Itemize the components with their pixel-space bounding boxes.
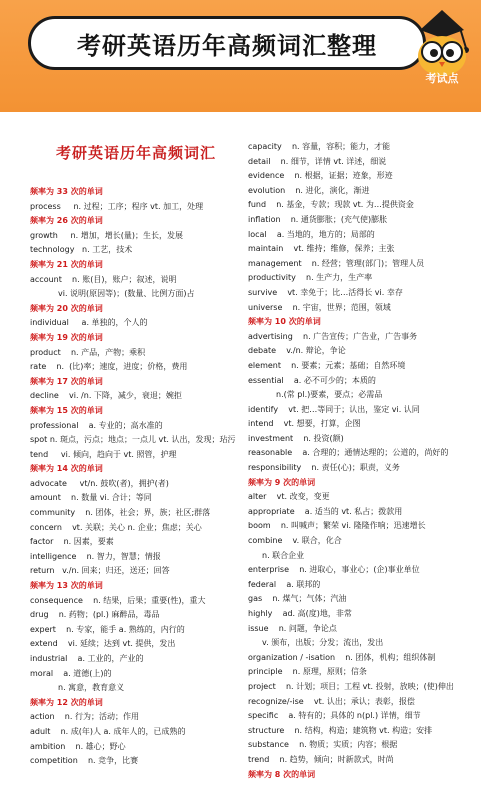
frequency-heading: 频率为 13 次的单词 (30, 581, 103, 591)
word-entry-continued: n. 寓意，教育意义 (58, 683, 125, 693)
word-entry: factor n. 因素，要素 (30, 537, 114, 547)
word-entry-continued: n.(常 pl.)要素，要点；必需品 (276, 390, 383, 400)
word-entry: advertising n. 广告宣传；广告业，广告事务 (248, 331, 418, 341)
word-entry: identify vt. 把…等同于；认出，鉴定 vi. 认同 (248, 404, 420, 414)
word-entry: maintain vt. 维持；维修，保养；主张 (248, 244, 395, 254)
word-entry: universe n. 宇宙，世界；范围，领域 (248, 302, 391, 312)
word-entry: responsibility n. 责任(心)；职责，义务 (248, 463, 400, 473)
frequency-heading: 频率为 17 次的单词 (30, 376, 103, 386)
document-title: 考研英语历年高频词汇 (55, 144, 216, 162)
word-entry-continued: v. 颁布，出版；分发；流出，发出 (262, 638, 384, 648)
word-entry: expert n. 专家，能手 a. 熟练的，内行的 (30, 624, 185, 634)
title-banner (28, 16, 426, 70)
word-entry: survive vt. 幸免于；比…活得长 vi. 幸存 (248, 287, 403, 297)
frequency-heading: 频率为 15 次的单词 (30, 405, 103, 415)
frequency-heading: 频率为 19 次的单词 (30, 332, 103, 342)
word-entry: action n. 行为；活动；作用 (30, 712, 139, 722)
word-entry: trend n. 趋势，倾向；时新款式，时尚 (248, 754, 394, 764)
word-entry-continued: vi. 说明(原因等)；(数量、比例方面)占 (58, 289, 195, 299)
word-entry: concern vt. 关联；关心 n. 企业；焦虑；关心 (30, 522, 202, 532)
word-entry: detail n. 细节，详情 vt. 详述，细说 (248, 156, 387, 166)
word-entry: investment n. 投资(额) (248, 433, 344, 443)
word-entry: amount n. 数量 vi. 合计；等同 (30, 493, 152, 503)
word-entry: recognize/-ise vt. 认出；承认；表彰，报偿 (248, 696, 415, 706)
word-entry: highly ad. 高(度)地，非常 (248, 609, 352, 618)
word-entry: consequence n. 结果，后果；重要(性)，重大 (30, 595, 206, 605)
word-entry: gas n. 煤气；气体；汽油 (248, 594, 347, 604)
word-entry: debate v./n. 辩论，争论 (248, 346, 346, 356)
frequency-heading: 频率为 20 次的单词 (30, 303, 103, 313)
word-entry: evidence n. 根据，证据；迹象，形迹 (248, 171, 393, 181)
word-entry: local a. 当地的，地方的；局部的 (248, 229, 375, 239)
word-entry: boom n. 叫喊声；繁荣 vi. 隆隆作响；迅速增长 (248, 521, 426, 531)
word-entry: process n. 过程；工序；程序 vt. 加工，处理 (30, 201, 204, 211)
right-column (248, 140, 474, 782)
word-entry: productivity n. 生产力，生产率 (248, 273, 373, 283)
word-entry: community n. 团体，社会；界，族；社区;群落 (30, 508, 211, 518)
word-entry: drug n. 药物；(pl.) 麻醉品，毒品 (30, 610, 160, 620)
page-header (0, 0, 481, 112)
word-entry: structure n. 结构，构造；建筑物 vt. 构造；安排 (248, 725, 433, 735)
frequency-heading: 频率为 8 次的单词 (248, 769, 316, 779)
word-entry: specific a. 特有的；具体的 n(pl.) 详情，细节 (248, 711, 421, 721)
page-title: 考研英语历年高频词汇整理 (77, 31, 377, 60)
word-entry: issue n. 问题，争论点 (248, 623, 337, 633)
word-entry: rate n. (比)率；速度，进度；价格，费用 (30, 362, 188, 372)
word-entry: growth n. 增加，增长(量)；生长，发展 (30, 230, 183, 240)
word-entry: extend vi. 延续；达到 vt. 提供，发出 (30, 639, 176, 649)
word-entry: combine v. 联合，化合 (248, 536, 342, 546)
word-entry: intend vt. 想要，打算，企图 (248, 419, 361, 429)
word-entry: product n. 产品，产物；乘积 (30, 347, 146, 357)
word-entry: competition n. 竞争，比赛 (30, 756, 139, 766)
frequency-heading: 频率为 33 次的单词 (30, 187, 103, 196)
word-entry: moral a. 道德(上)的 (30, 668, 112, 678)
word-entry: adult n. 成(年)人 a. 成年人的，已成熟的 (30, 726, 186, 736)
word-entry: capacity n. 容量，容积；能力，才能 (248, 142, 391, 151)
word-entry: return v./n. 回来；归还，送还；回答 (30, 566, 170, 576)
word-entry: individual a. 单独的，个人的 (30, 318, 148, 328)
word-entry: federal a. 联邦的 (248, 579, 321, 589)
frequency-heading: 频率为 9 次的单词 (248, 477, 316, 487)
word-entry: decline vi. /n. 下降，减少，衰退；婉拒 (30, 391, 182, 401)
word-entry: substance n. 物质；实质；内容；根据 (248, 740, 398, 750)
word-entry: advocate vt/n. 鼓吹(者)，拥护(者) (30, 478, 169, 488)
word-entry: enterprise n. 进取心，事业心；(企)事业单位 (248, 565, 420, 575)
word-entry: industrial a. 工业的，产业的 (30, 654, 144, 663)
word-entry-continued: n. 联合企业 (262, 550, 305, 560)
brand-label: 考试点 (425, 72, 459, 85)
left-column (30, 140, 242, 769)
frequency-heading: 频率为 10 次的单词 (248, 317, 321, 327)
word-entry: principle n. 原理，原则；信条 (248, 667, 367, 677)
frequency-heading: 频率为 12 次的单词 (30, 697, 103, 707)
word-entry: inflation n. 通货膨胀；(充气使)膨胀 (248, 214, 388, 224)
word-entry: professional a. 专业的；高水准的 (30, 420, 163, 430)
word-entry: alter vt. 改变，变更 (248, 492, 330, 502)
word-entry: tend vi. 倾向，趋向于 vt. 照管，护理 (30, 449, 177, 459)
frequency-heading: 频率为 14 次的单词 (30, 464, 103, 474)
word-entry: element n. 要素；元素；基础；自然环境 (248, 360, 406, 370)
word-entry: ambition n. 雄心；野心 (30, 741, 126, 751)
word-entry: intelligence n. 智力，智慧；情报 (30, 551, 161, 561)
word-entry: appropriate a. 适当的 vt. 私占；拨款用 (248, 506, 403, 516)
word-entry: fund n. 基金，专款；现款 vt. 为…提供资金 (248, 200, 414, 210)
word-entry: technology n. 工艺，技术 (30, 245, 133, 255)
word-entry: account n. 账(目)，账户；叙述，说明 (30, 274, 177, 284)
word-entry: management n. 经营；管理(部门)；管理人员 (248, 258, 425, 268)
frequency-heading: 频率为 21 次的单词 (30, 259, 103, 269)
word-entry: evolution n. 进化，演化，渐进 (248, 185, 370, 195)
word-entry: spot n. 斑点，污点；地点；一点儿 vt. 认出，发现；玷污 (30, 435, 236, 445)
word-entry: essential a. 必不可少的；本质的 (248, 375, 376, 385)
word-entry: reasonable a. 合理的；通情达理的；公道的，尚好的 (248, 448, 449, 458)
word-entry: organization / -isation n. 团体，机构；组织体制 (248, 652, 436, 662)
word-entry: project n. 计划；项目；工程 vt. 投射，放映；(使)伸出 (248, 681, 454, 691)
frequency-heading: 频率为 26 次的单词 (30, 216, 103, 226)
